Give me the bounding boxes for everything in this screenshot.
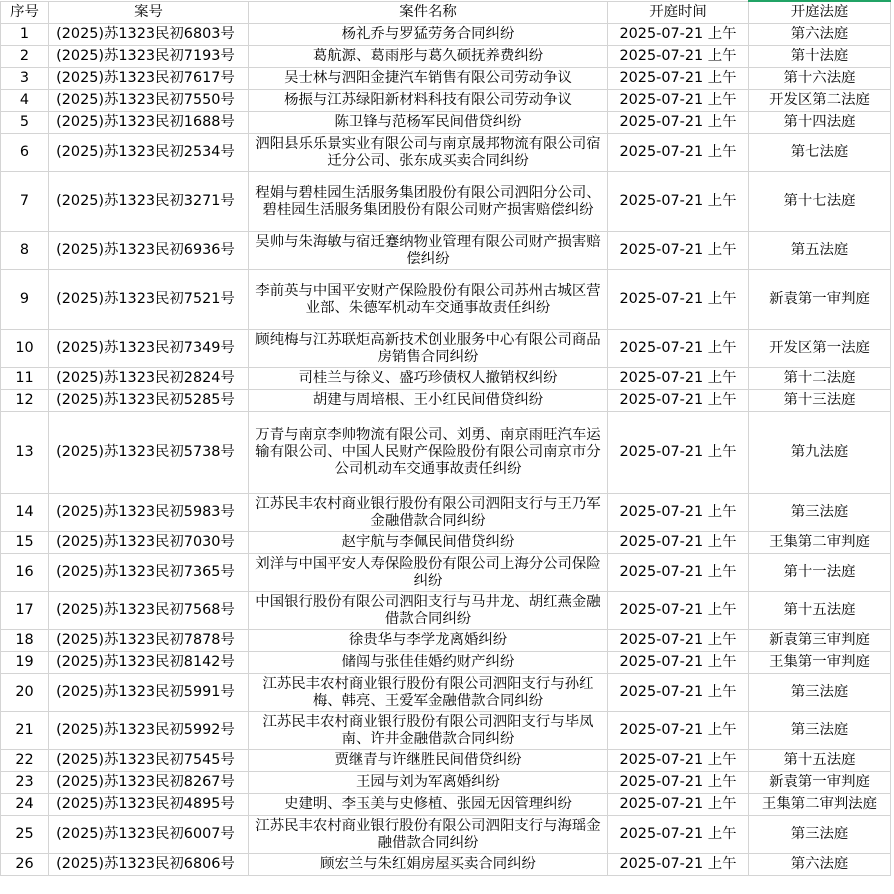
table-row [1,592,891,630]
cell-courtroom[interactable]: 新袁第一审判庭 [749,772,891,794]
cell-courtroom[interactable]: 第三法庭 [749,816,891,854]
table-row [1,712,891,750]
table-row [1,772,891,794]
cell-case-name[interactable]: 贾继青与许继胜民间借贷纠纷 [249,750,608,772]
cell-case-name[interactable]: 江苏民丰农村商业银行股份有限公司泗阳支行与孙红梅、韩亮、王爱军金融借款合同纠纷 [249,674,608,712]
cell-case-number[interactable]: (2025)苏1323民初7878号 [49,630,249,652]
cell-case-number[interactable]: (2025)苏1323民初5992号 [49,712,249,750]
cell-courtroom[interactable]: 第六法庭 [749,24,891,46]
cell-index[interactable]: 4 [1,90,49,112]
cell-case-number[interactable]: (2025)苏1323民初5285号 [49,390,249,412]
cell-case-name[interactable]: 江苏民丰农村商业银行股份有限公司泗阳支行与王乃军金融借款合同纠纷 [249,494,608,532]
cell-case-name[interactable]: 万青与南京李帅物流有限公司、刘勇、南京雨旺汽车运输有限公司、中国人民财产保险股份有限公司南京市分公司机动车交通事故责任纠纷 [249,412,608,494]
cell-courtroom[interactable]: 第三法庭 [749,712,891,750]
cell-case-name[interactable]: 刘洋与中国平安人寿保险股份有限公司上海分公司保险纠纷 [249,554,608,592]
cell-hearing-time[interactable]: 2025-07-21 上午 [608,172,749,232]
cell-case-name[interactable]: 吴士林与泗阳金捷汽车销售有限公司劳动争议 [249,68,608,90]
cell-courtroom[interactable]: 第三法庭 [749,494,891,532]
cell-case-number[interactable]: (2025)苏1323民初8267号 [49,772,249,794]
cell-hearing-time[interactable]: 2025-07-21 上午 [608,630,749,652]
cell-hearing-time[interactable]: 2025-07-21 上午 [608,134,749,172]
cell-hearing-time[interactable]: 2025-07-21 上午 [608,24,749,46]
cell-index[interactable]: 5 [1,112,49,134]
table-row [1,368,891,390]
table-row [1,652,891,674]
cell-case-number[interactable]: (2025)苏1323民初5983号 [49,494,249,532]
table-row [1,494,891,532]
table-row [1,134,891,172]
cell-index[interactable]: 7 [1,172,49,232]
table-row [1,390,891,412]
table-row [1,554,891,592]
cell-index[interactable]: 12 [1,390,49,412]
table-row [1,172,891,232]
table-row [1,112,891,134]
cell-courtroom[interactable]: 开发区第一法庭 [749,330,891,368]
cell-hearing-time[interactable]: 2025-07-21 上午 [608,330,749,368]
cell-courtroom[interactable]: 第六法庭 [749,854,891,876]
table-row [1,270,891,330]
cell-hearing-time[interactable]: 2025-07-21 上午 [608,412,749,494]
cell-index[interactable]: 14 [1,494,49,532]
table-row [1,68,891,90]
cell-index[interactable]: 16 [1,554,49,592]
cell-hearing-time[interactable]: 2025-07-21 上午 [608,112,749,134]
cell-case-number[interactable]: (2025)苏1323民初7521号 [49,270,249,330]
cell-courtroom[interactable]: 开发区第二法庭 [749,90,891,112]
table-row [1,232,891,270]
cell-courtroom[interactable]: 第十七法庭 [749,172,891,232]
table-row [1,330,891,368]
cell-case-number[interactable]: (2025)苏1323民初7568号 [49,592,249,630]
cell-index[interactable]: 9 [1,270,49,330]
cell-case-name[interactable]: 顾纯梅与江苏联炬高新技术创业服务中心有限公司商品房销售合同纠纷 [249,330,608,368]
table-row [1,674,891,712]
table-row [1,854,891,876]
table-row [1,750,891,772]
header-case-name[interactable]: 案件名称 [249,1,608,24]
cell-case-name[interactable]: 葛航源、葛雨彤与葛久硕抚养费纠纷 [249,46,608,68]
cell-courtroom[interactable]: 第十五法庭 [749,592,891,630]
header-row [1,1,891,24]
cell-case-number[interactable]: (2025)苏1323民初7617号 [49,68,249,90]
cell-case-number[interactable]: (2025)苏1323民初7365号 [49,554,249,592]
cell-index[interactable]: 10 [1,330,49,368]
cell-case-name[interactable]: 王园与刘为军离婚纠纷 [249,772,608,794]
cell-index[interactable]: 21 [1,712,49,750]
cell-hearing-time[interactable]: 2025-07-21 上午 [608,390,749,412]
cell-courtroom[interactable]: 王集第二审判庭 [749,532,891,554]
cell-courtroom[interactable]: 第十六法庭 [749,68,891,90]
cell-courtroom[interactable]: 新袁第一审判庭 [749,270,891,330]
cell-case-number[interactable]: (2025)苏1323民初7193号 [49,46,249,68]
cell-case-name[interactable]: 陈卫锋与范杨军民间借贷纠纷 [249,112,608,134]
cell-case-number[interactable]: (2025)苏1323民初6806号 [49,854,249,876]
cell-case-name[interactable]: 中国银行股份有限公司泗阳支行与马井龙、胡红燕金融借款合同纠纷 [249,592,608,630]
cell-index[interactable]: 24 [1,794,49,816]
cell-courtroom[interactable]: 新袁第三审判庭 [749,630,891,652]
cell-case-number[interactable]: (2025)苏1323民初7545号 [49,750,249,772]
cell-index[interactable]: 22 [1,750,49,772]
cell-hearing-time[interactable]: 2025-07-21 上午 [608,772,749,794]
cell-hearing-time[interactable]: 2025-07-21 上午 [608,554,749,592]
cell-hearing-time[interactable]: 2025-07-21 上午 [608,592,749,630]
header-hearing-time[interactable]: 开庭时间 [608,1,749,24]
cell-case-number[interactable]: (2025)苏1323民初5738号 [49,412,249,494]
cell-case-name[interactable]: 储闯与张佳佳婚约财产纠纷 [249,652,608,674]
cell-case-name[interactable]: 徐贵华与李学龙离婚纠纷 [249,630,608,652]
table-row [1,412,891,494]
table-row [1,794,891,816]
cell-index[interactable]: 15 [1,532,49,554]
cell-courtroom[interactable]: 第十一法庭 [749,554,891,592]
cell-index[interactable]: 2 [1,46,49,68]
table-row [1,90,891,112]
cell-case-number[interactable]: (2025)苏1323民初2534号 [49,134,249,172]
cell-hearing-time[interactable]: 2025-07-21 上午 [608,750,749,772]
cell-courtroom[interactable]: 王集第一审判庭 [749,652,891,674]
cell-case-name[interactable]: 杨振与江苏绿阳新材料科技有限公司劳动争议 [249,90,608,112]
header-index[interactable]: 序号 [1,1,49,24]
cell-case-number[interactable]: (2025)苏1323民初1688号 [49,112,249,134]
cell-hearing-time[interactable]: 2025-07-21 上午 [608,854,749,876]
cell-index[interactable]: 23 [1,772,49,794]
cell-courtroom[interactable]: 第七法庭 [749,134,891,172]
cell-case-number[interactable]: (2025)苏1323民初8142号 [49,652,249,674]
cell-case-name[interactable]: 江苏民丰农村商业银行股份有限公司泗阳支行与毕凤南、许井金融借款合同纠纷 [249,712,608,750]
cell-hearing-time[interactable]: 2025-07-21 上午 [608,68,749,90]
cell-hearing-time[interactable]: 2025-07-21 上午 [608,46,749,68]
cell-case-name[interactable]: 赵宇航与李佩民间借贷纠纷 [249,532,608,554]
cell-case-name[interactable]: 程娟与碧桂园生活服务集团股份有限公司泗阳分公司、碧桂园生活服务集团股份有限公司财产损害赔偿纠纷 [249,172,608,232]
cell-hearing-time[interactable]: 2025-07-21 上午 [608,532,749,554]
cell-hearing-time[interactable]: 2025-07-21 上午 [608,794,749,816]
cell-case-number[interactable]: (2025)苏1323民初5991号 [49,674,249,712]
cell-case-name[interactable]: 史建明、李玉美与史修植、张园无因管理纠纷 [249,794,608,816]
cell-case-number[interactable]: (2025)苏1323民初2824号 [49,368,249,390]
table-row [1,630,891,652]
cell-case-name[interactable]: 杨礼乔与罗猛劳务合同纠纷 [249,24,608,46]
cell-index[interactable]: 20 [1,674,49,712]
header-case-number[interactable]: 案号 [49,1,249,24]
table-row [1,24,891,46]
cell-case-name[interactable]: 胡建与周培根、王小红民间借贷纠纷 [249,390,608,412]
cell-index[interactable]: 6 [1,134,49,172]
cell-courtroom[interactable]: 第十三法庭 [749,390,891,412]
cell-index[interactable]: 13 [1,412,49,494]
cell-hearing-time[interactable]: 2025-07-21 上午 [608,368,749,390]
cell-hearing-time[interactable]: 2025-07-21 上午 [608,816,749,854]
table-row [1,816,891,854]
cell-courtroom[interactable]: 第十五法庭 [749,750,891,772]
cell-index[interactable]: 3 [1,68,49,90]
cell-case-number[interactable]: (2025)苏1323民初7550号 [49,90,249,112]
cell-index[interactable]: 8 [1,232,49,270]
table-row [1,46,891,68]
cell-index[interactable]: 11 [1,368,49,390]
cell-index[interactable]: 1 [1,24,49,46]
header-courtroom[interactable]: 开庭法庭 [749,1,891,24]
cell-case-number[interactable]: (2025)苏1323民初6803号 [49,24,249,46]
cell-hearing-time[interactable]: 2025-07-21 上午 [608,270,749,330]
cell-case-name[interactable]: 吴帅与朱海敏与宿迁蹇纳物业管理有限公司财产损害赔偿纠纷 [249,232,608,270]
cell-case-number[interactable]: (2025)苏1323民初6007号 [49,816,249,854]
cell-case-name[interactable]: 司桂兰与徐义、盛巧珍债权人撤销权纠纷 [249,368,608,390]
cell-case-number[interactable]: (2025)苏1323民初4895号 [49,794,249,816]
cell-courtroom[interactable]: 第十二法庭 [749,368,891,390]
cell-hearing-time[interactable]: 2025-07-21 上午 [608,674,749,712]
cell-case-name[interactable]: 江苏民丰农村商业银行股份有限公司泗阳支行与海瑶金融借款合同纠纷 [249,816,608,854]
cell-index[interactable]: 26 [1,854,49,876]
cell-courtroom[interactable]: 第三法庭 [749,674,891,712]
cell-case-name[interactable]: 李前英与中国平安财产保险股份有限公司苏州古城区营业部、朱德军机动车交通事故责任纠纷 [249,270,608,330]
cell-case-name[interactable]: 顾宏兰与朱红娟房屋买卖合同纠纷 [249,854,608,876]
cell-courtroom[interactable]: 第十法庭 [749,46,891,68]
cell-case-number[interactable]: (2025)苏1323民初7030号 [49,532,249,554]
cell-index[interactable]: 19 [1,652,49,674]
cell-index[interactable]: 17 [1,592,49,630]
table-row [1,532,891,554]
cell-courtroom[interactable]: 王集第二审判法庭 [749,794,891,816]
cell-case-number[interactable]: (2025)苏1323民初3271号 [49,172,249,232]
cell-courtroom[interactable]: 第九法庭 [749,412,891,494]
cell-index[interactable]: 18 [1,630,49,652]
cell-courtroom[interactable]: 第五法庭 [749,232,891,270]
cell-hearing-time[interactable]: 2025-07-21 上午 [608,232,749,270]
cell-index[interactable]: 25 [1,816,49,854]
cell-hearing-time[interactable]: 2025-07-21 上午 [608,652,749,674]
cell-case-number[interactable]: (2025)苏1323民初6936号 [49,232,249,270]
cell-hearing-time[interactable]: 2025-07-21 上午 [608,494,749,532]
cell-courtroom[interactable]: 第十四法庭 [749,112,891,134]
cell-case-name[interactable]: 泗阳县乐乐景实业有限公司与南京晟邦物流有限公司宿迁分公司、张东成买卖合同纠纷 [249,134,608,172]
cell-hearing-time[interactable]: 2025-07-21 上午 [608,712,749,750]
cell-case-number[interactable]: (2025)苏1323民初7349号 [49,330,249,368]
cell-hearing-time[interactable]: 2025-07-21 上午 [608,90,749,112]
